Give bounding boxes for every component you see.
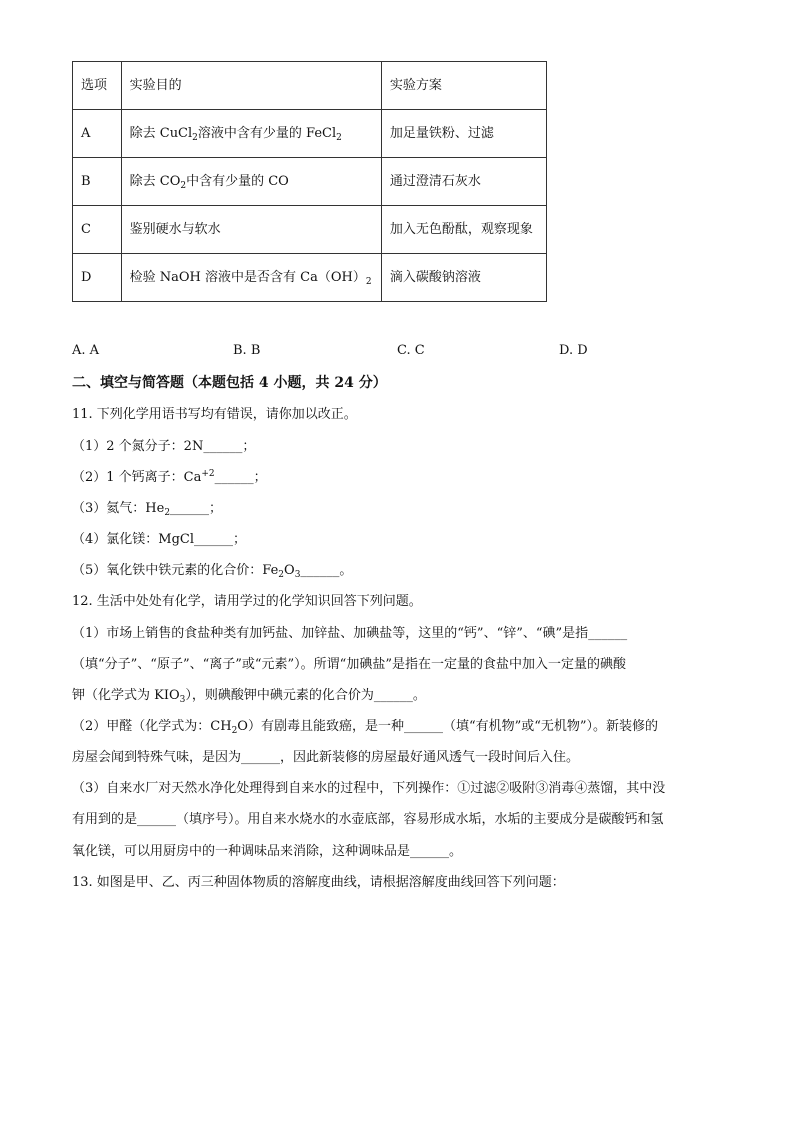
table-row — [73, 158, 547, 206]
option-c[interactable]: C. C — [397, 343, 425, 358]
header-option: 选项 — [73, 62, 122, 110]
table-header-row — [73, 62, 547, 110]
section-heading: 二、填空与简答题（本题包括 4 小题，共 24 分） — [72, 375, 387, 391]
q12-line-8: 氧化镁，可以用厨房中的一种调味品来消除，这种调味品是______。 — [72, 844, 463, 859]
row-plan: 加足量铁粉、过滤 — [381, 110, 546, 158]
row-purpose: 除去 CuCl$_2$溶液中含有少量的 FeCl$_2$ — [121, 110, 381, 158]
option-d[interactable]: D. D — [559, 343, 588, 358]
q12-line-6: （3）自来水厂对天然水净化处理得到自来水的过程中，下列操作：①过滤②吸附③消毒④蒸馏，其中没 — [72, 781, 666, 796]
row-option: A — [73, 110, 122, 158]
row-option: D — [73, 254, 122, 302]
option-a[interactable]: A. A — [72, 343, 100, 358]
header-plan: 实验方案 — [381, 62, 546, 110]
q13-stem: 13. 如图是甲、乙、丙三种固体物质的溶解度曲线，请根据溶解度曲线回答下列问题： — [72, 875, 565, 890]
q12-line-5: 房屋会闻到特殊气味，是因为______，因此新装修的房屋最好通风透气一段时间后入住。 — [72, 750, 580, 765]
q11-item-3: （3）氦气：$He_2\_\_\_\_\_\_$； — [72, 501, 223, 518]
row-purpose: 鉴别硬水与软水 — [121, 206, 381, 254]
row-plan: 通过澄清石灰水 — [381, 158, 546, 206]
q12-stem: 12. 生活中处处有化学，请用学过的化学知识回答下列问题。 — [72, 594, 422, 609]
q12-line-3: 钾（化学式为 $KIO_3$），则碘酸钾中碘元素的化合价为______。 — [72, 688, 426, 705]
header-purpose: 实验目的 — [121, 62, 381, 110]
option-b[interactable]: B. B — [233, 343, 261, 358]
q11-stem: 11. 下列化学用语书写均有错误，请你加以改正。 — [72, 407, 357, 422]
q12-line-2: （填“分子”、“原子”、“离子”或“元素”）。所谓“加碘盐”是指在一定量的食盐中加入一定量的碘酸 — [72, 657, 626, 672]
table-row — [73, 206, 547, 254]
row-plan: 加入无色酚酞，观察现象 — [381, 206, 546, 254]
answer-options — [72, 343, 632, 361]
q12-line-7: 有用到的是______（填序号）。用自来水烧水的水壶底部，容易形成水垢，水垢的主要成分是碳酸钙和氢 — [72, 812, 664, 827]
row-plan: 滴入碳酸钠溶液 — [381, 254, 546, 302]
row-purpose: 检验 NaOH 溶液中是否含有 $Ca(OH)_2$ — [121, 254, 381, 302]
row-purpose: 除去 $CO_2$中含有少量的 CO — [121, 158, 381, 206]
q11-item-1: （1）2 个氮分子：2N______； — [72, 439, 256, 454]
q12-line-4: （2）甲醛（化学式为：$CH_2O$）有剧毒且能致癌，是一种______（填“有机物”或“无机物”）。新装修的 — [72, 719, 659, 736]
table-row — [73, 254, 547, 302]
q11-item-2: （2）1 个钙离子：$Ca^{+2}\_\_\_\_\_\_$； — [72, 469, 267, 485]
table-row — [73, 110, 547, 158]
q12-line-1: （1）市场上销售的食盐种类有加钙盐、加锌盐、加碘盐等，这里的“钙”、“锌”、“碘”是指______ — [72, 626, 628, 641]
q11-item-4: （4）氯化镁：MgCl______； — [72, 532, 247, 547]
q11-item-5: （5）氧化铁中铁元素的化合价：$Fe_2O_3\_\_\_\_\_\_$。 — [72, 563, 353, 580]
row-option: B — [73, 158, 122, 206]
row-option: C — [73, 206, 122, 254]
experiment-table — [72, 61, 547, 302]
